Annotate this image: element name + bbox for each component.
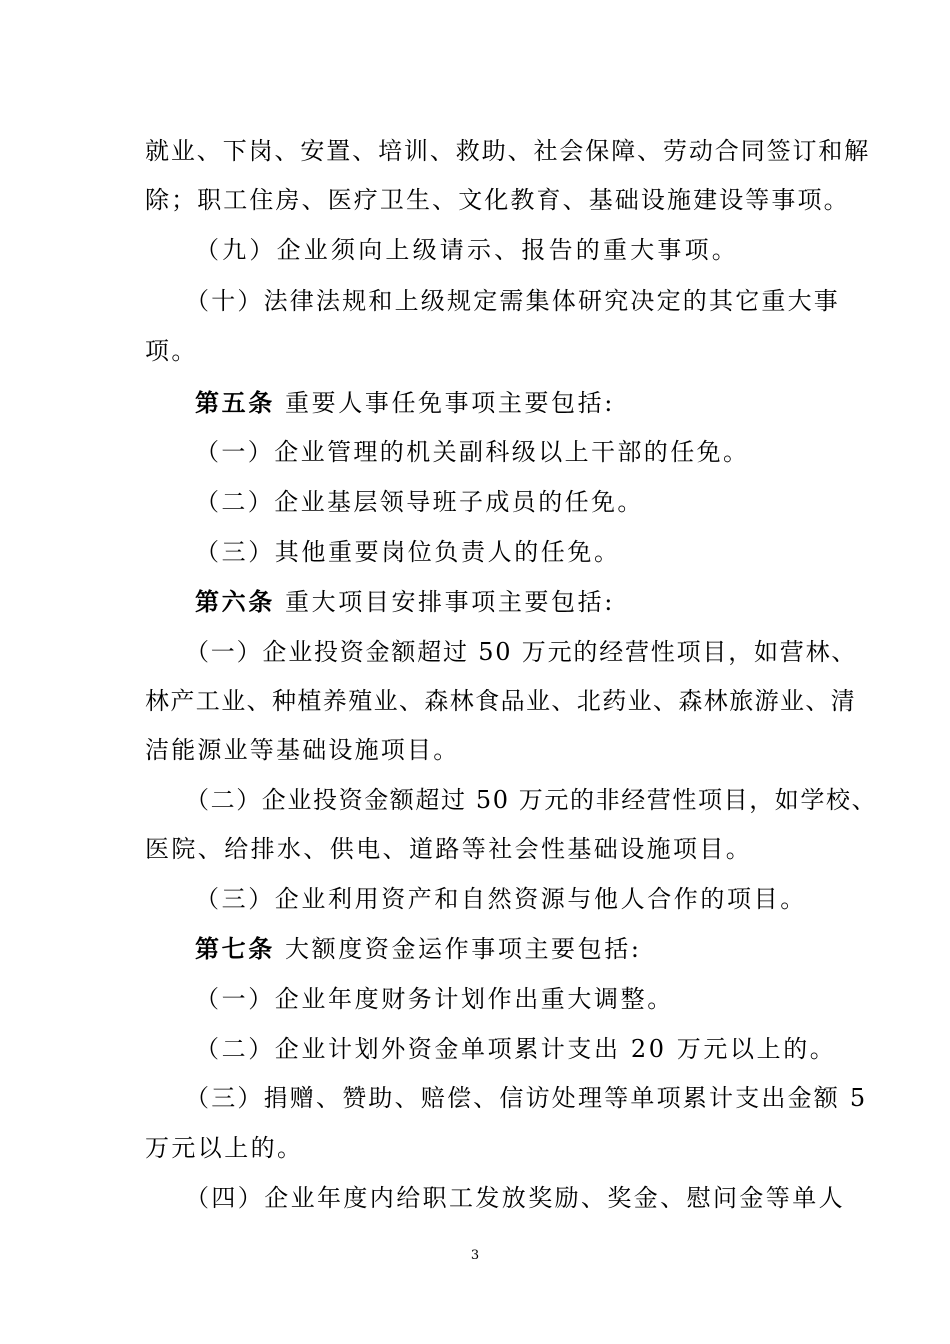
paragraph-line: 洁能源业等基础设施项目。 bbox=[145, 736, 460, 764]
article-5-heading bbox=[195, 383, 615, 423]
paragraph-line: 万元以上的。 bbox=[145, 1134, 304, 1162]
article-text: 重大项目安排事项主要包括: bbox=[274, 588, 615, 616]
paragraph-line: （一）企业管理的机关副科级以上干部的任免。 bbox=[195, 438, 750, 466]
paragraph-line: （一）企业年度财务计划作出重大调整。 bbox=[195, 985, 674, 1013]
article-6-heading bbox=[195, 582, 615, 622]
paragraph-line: （二）企业基层领导班子成员的任免。 bbox=[195, 488, 644, 516]
paragraph-line: （一）企业投资金额超过 50 万元的经营性项目，如营林、 bbox=[185, 638, 858, 666]
paragraph-line: （十）法律法规和上级规定需集体研究决定的其它重大事 bbox=[185, 287, 840, 315]
paragraph-line: 林产工业、种植养殖业、森林食品业、北药业、森林旅游业、清 bbox=[145, 687, 857, 715]
article-text: 重要人事任免事项主要包括: bbox=[274, 389, 615, 417]
paragraph-line: （三）捐赠、赞助、赔偿、信访处理等单项累计支出金额 5 bbox=[185, 1084, 868, 1112]
paragraph-line: （三）企业利用资产和自然资源与他人合作的项目。 bbox=[195, 885, 807, 913]
paragraph-line: （九）企业须向上级请示、报告的重大事项。 bbox=[195, 236, 739, 264]
article-number: 第六条 bbox=[195, 587, 275, 616]
article-number: 第五条 bbox=[195, 388, 275, 417]
paragraph-line: 项。 bbox=[145, 337, 198, 365]
article-text: 大额度资金运作事项主要包括: bbox=[274, 935, 642, 963]
paragraph-line: 医院、给排水、供电、道路等社会性基础设施项目。 bbox=[145, 835, 753, 863]
article-7-heading bbox=[195, 929, 642, 969]
paragraph-line: （二）企业计划外资金单项累计支出 20 万元以上的。 bbox=[195, 1035, 837, 1063]
article-number: 第七条 bbox=[195, 934, 275, 963]
paragraph-line: （三）其他重要岗位负责人的任免。 bbox=[195, 538, 621, 566]
paragraph-line: 就业、下岗、安置、培训、救助、社会保障、劳动合同签订和解 bbox=[145, 137, 871, 165]
page-number: 3 bbox=[470, 1248, 480, 1263]
paragraph-line: （四）企业年度内给职工发放奖励、奖金、慰问金等单人 bbox=[185, 1184, 845, 1212]
paragraph-line: （二）企业投资金额超过 50 万元的非经营性项目，如学校、 bbox=[185, 786, 878, 814]
paragraph-line: 除；职工住房、医疗卫生、文化教育、基础设施建设等事项。 bbox=[145, 186, 850, 214]
